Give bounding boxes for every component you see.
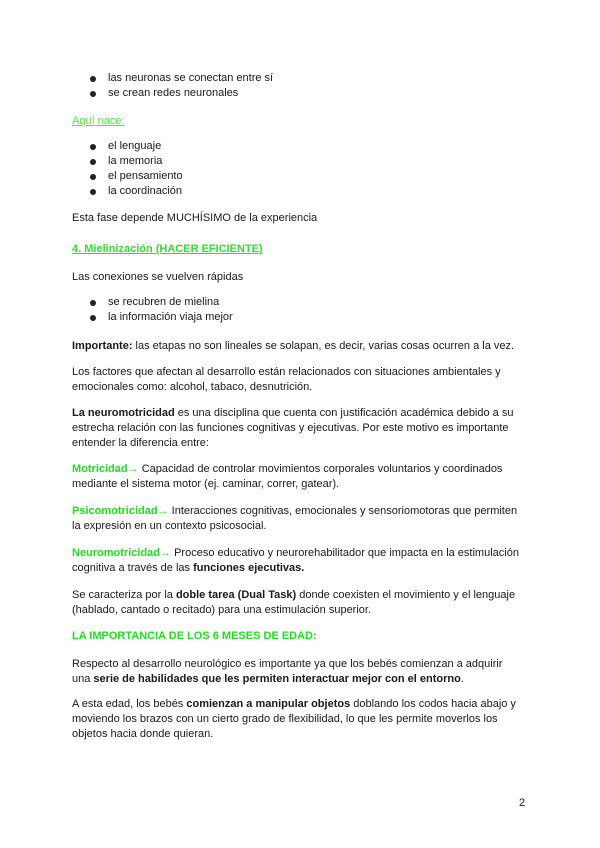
list-item: la información viaja mejor: [108, 311, 233, 323]
neuromotricidad-definition-line-2: [72, 561, 304, 576]
bullet-icon: [90, 174, 96, 180]
edad-line-1: [72, 697, 516, 712]
neuromotricidad-line-1: [72, 406, 513, 421]
list-item: el lenguaje: [108, 140, 162, 152]
respecto-bold: serie de habilidades que les permiten interactuar mejor con el entorno: [93, 673, 461, 685]
importante-paragraph: [72, 339, 514, 354]
arrow-icon: →: [160, 547, 175, 559]
neuromotricidad-def-text-2: cognitiva a través de las: [72, 562, 194, 574]
bullet-icon: [90, 144, 96, 150]
bullet-icon: [90, 159, 96, 165]
list-item: se crean redes neuronales: [108, 87, 239, 99]
respecto-pre: una: [72, 673, 94, 685]
list-item: el pensamiento: [108, 170, 183, 182]
respecto-line-2: [72, 672, 464, 687]
edad-line-2: moviendo los brazos con un cierto grado de flexibilidad, lo que les permite moverlos los: [72, 713, 498, 725]
psicomotricidad-definition-line-1: [72, 504, 517, 519]
conexiones-paragraph: Las conexiones se vuelven rápidas: [72, 271, 244, 283]
section-heading-6-meses: LA IMPORTANCIA DE LOS 6 MESES DE EDAD:: [72, 630, 317, 642]
importante-label: Importante:: [72, 340, 133, 352]
motricidad-term: Motricidad: [72, 463, 128, 475]
doble-tarea-term: doble tarea (Dual Task): [175, 589, 297, 601]
doble-tarea-post: donde coexisten el movimiento y el lenguaje: [296, 589, 516, 601]
edad-bold: comienzan a manipular objetos: [186, 698, 351, 710]
neuromotricidad-line-3: entender la diferencia entre:: [72, 437, 209, 449]
page-number: 2: [519, 797, 526, 809]
neuromotricidad-line-2: estrecha relación con las funciones cognitivas y ejecutivas. Por este motivo es importante: [72, 422, 509, 434]
aqui-nace-label: Aquí nace:: [72, 115, 125, 127]
section-heading-mielinizacion: 4. Mielinización (HACER EFICIENTE): [72, 243, 263, 255]
factores-line-2: emocionales como: alcohol, tabaco, desnutrición.: [72, 381, 313, 393]
doble-tarea-line-2: (hablado, cantado o recitado) para una estimulación superior.: [72, 604, 372, 616]
bullet-icon: [90, 315, 96, 321]
importante-text: las etapas no son lineales se solapan, es decir, varias cosas ocurren a la vez.: [132, 340, 515, 352]
doble-tarea-pre: Se caracteriza por la: [72, 589, 176, 601]
funciones-ejecutivas-term: funciones ejecutivas.: [193, 562, 305, 574]
arrow-icon: →: [127, 463, 142, 475]
list-item: se recubren de mielina: [108, 296, 220, 308]
neuromotricidad-term: La neuromotricidad: [72, 407, 175, 419]
list-item: la memoria: [108, 155, 163, 167]
respecto-line-1: Respecto al desarrollo neurológico es importante ya que los bebés comienzan a adquirir: [72, 658, 503, 670]
neuromotricidad-def-text: Proceso educativo y neurorehabilitador que impacta en la estimulación: [174, 547, 519, 559]
bullet-icon: [90, 189, 96, 195]
edad-pre: A esta edad, los bebés: [72, 698, 187, 710]
psicomotricidad-text: Interacciones cognitivas, emocionales y sensoriomotoras que permiten: [171, 505, 518, 517]
psicomotricidad-term: Psicomotricidad: [72, 505, 158, 517]
edad-post: doblando los codos hacia abajo y: [350, 698, 516, 710]
factores-line-1: Los factores que afectan al desarrollo están relacionados con situaciones ambientales y: [72, 366, 501, 378]
motricidad-definition-line-2: mediante el sistema motor (ej. caminar, correr, gatear).: [72, 478, 340, 490]
list-item: la coordinación: [108, 185, 182, 197]
arrow-icon: →: [157, 505, 172, 517]
neuromotricidad-text: es una disciplina que cuenta con justificación académica debido a su: [174, 407, 514, 419]
motricidad-definition-line-1: [72, 462, 502, 477]
list-item: las neuronas se conectan entre sí: [108, 72, 274, 84]
fase-paragraph: Esta fase depende MUCHÍSIMO de la experiencia: [72, 212, 318, 224]
motricidad-text: Capacidad de controlar movimientos corporales voluntarios y coordinados: [141, 463, 503, 475]
psicomotricidad-definition-line-2: la expresión en un contexto psicosocial.: [72, 520, 267, 532]
neuromotricidad-def-term: Neuromotricidad: [72, 547, 161, 559]
edad-line-3: objetos hacia donde quieran.: [72, 728, 214, 740]
bullet-icon: [90, 91, 96, 97]
bullet-icon: [90, 76, 96, 82]
neuromotricidad-definition-line-1: [72, 546, 519, 561]
respecto-post: .: [460, 673, 464, 685]
bullet-icon: [90, 300, 96, 306]
doble-tarea-line-1: [72, 588, 515, 603]
